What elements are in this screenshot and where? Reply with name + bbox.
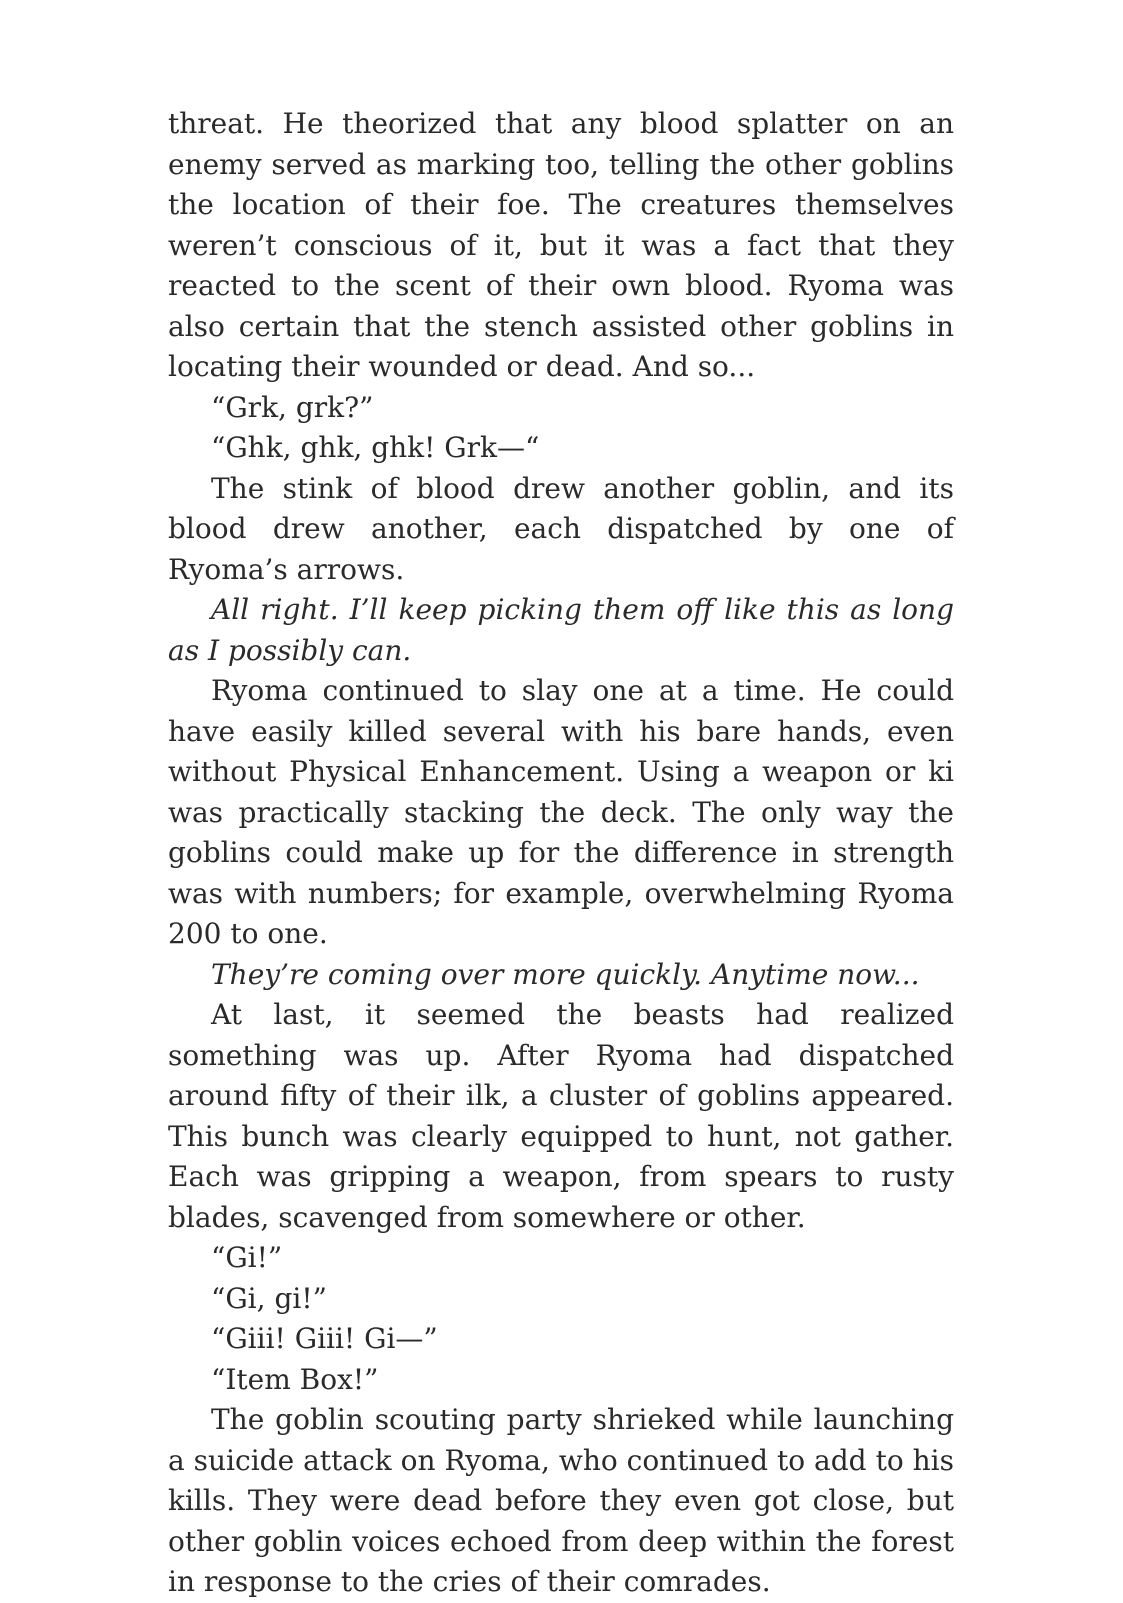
dialogue-line: “Gi, gi!” bbox=[211, 1281, 327, 1315]
dialogue-line: “Grk, grk?” bbox=[211, 390, 374, 424]
paragraph: The goblin scouting party shrieked while launching a suicide attack on Ryoma, who continued to add to his kills. They were dead before they even got close, but other goblin voices echoed from deep within the forest in response to the cries of their comrades. bbox=[168, 1403, 954, 1598]
paragraph: At last, it seemed the beasts had realized something was up. After Ryoma had dispatched around fifty of their ilk, a cluster of goblins appeared. This bunch was clearly equipped to hunt, not gather. Each was gripping a weapon, from spears to rusty blades, scavenged from somewhere or other. bbox=[168, 998, 954, 1234]
dialogue-line: “Giii! Giii! Gi—” bbox=[211, 1322, 438, 1355]
inner-thought-paragraph: They’re coming over more quickly. Anytime now... bbox=[211, 957, 920, 991]
paragraph: The stink of blood drew another goblin, and its blood drew another, each dispatched by one of Ryoma’s arrows. bbox=[168, 471, 954, 586]
dialogue-line: “Ghk, ghk, ghk! Grk—“ bbox=[211, 431, 540, 464]
paragraph: threat. He theorized that any blood splatter on an enemy served as marking too, telling the other goblins the location of their foe. The creatures themselves weren’t conscious of it, but it was a fact that they reacted to the scent of their own blood. Ryoma was also certain that the stench assisted other goblins in locating their wounded or dead. And so... bbox=[168, 107, 954, 383]
dialogue-line: “Gi!” bbox=[211, 1241, 283, 1274]
inner-thought-paragraph: All right. I’ll keep picking them off like this as long as I possibly can. bbox=[168, 593, 954, 667]
paragraph: Ryoma continued to slay one at a time. He could have easily killed several with his bare hands, even without Physical Enhancement. Using a weapon or ki was practically stacking the deck. The only way the goblins could make up for the difference in strength was with numbers; for example, overwhelming Ryoma 200 to one. bbox=[168, 674, 954, 950]
book-page bbox=[168, 104, 954, 1603]
dialogue-line: “Item Box!” bbox=[211, 1362, 379, 1396]
